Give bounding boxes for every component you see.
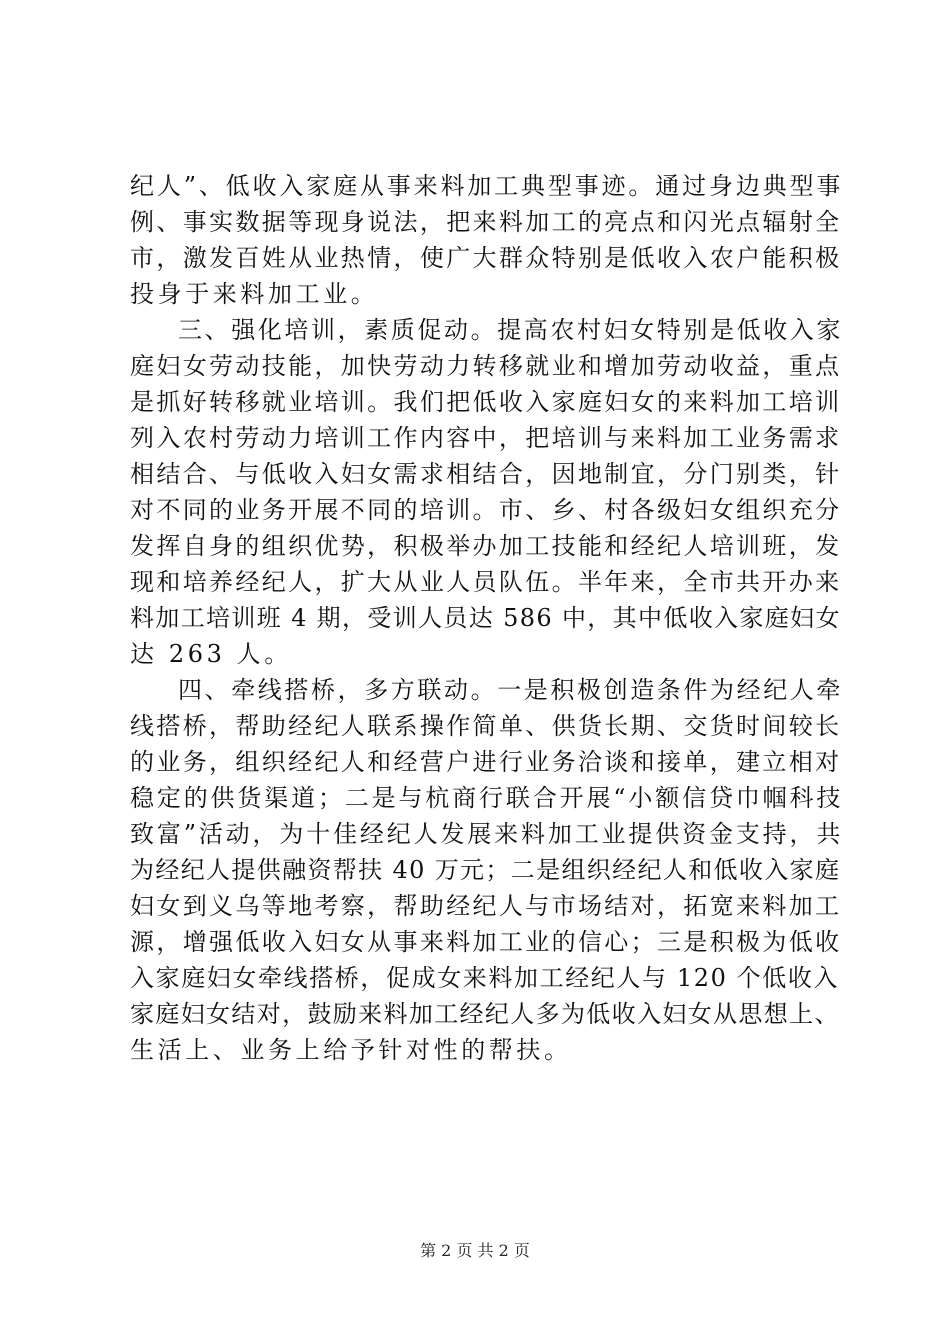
text-line: 市，激发百姓从业热情，使广大群众特别是低收入农户能积极 <box>130 244 842 272</box>
page-footer: 第 2 页 共 2 页 <box>420 1241 530 1260</box>
text-line: 为经纪人提供融资帮扶 40 万元；二是组织经纪人和低收入家庭 <box>130 856 841 884</box>
text-line: 现和培养经纪人，扩大从业人员队伍。半年来，全市共开办来 <box>130 568 842 596</box>
text-line: 对不同的业务开展不同的培训。市、乡、村各级妇女组织充分 <box>130 496 842 524</box>
text-line: 致富”活动，为十佳经纪人发展来料加工业提供资金支持，共 <box>130 820 844 848</box>
text-line: 料加工培训班 4 期，受训人员达 586 中，其中低收入家庭妇女 <box>130 604 841 632</box>
text-line: 相结合、与低收入妇女需求相结合，因地制宜，分门别类，针 <box>130 460 842 488</box>
text-line: 达 263 人。 <box>130 640 292 668</box>
text-line: 家庭妇女结对，鼓励来料加工经纪人多为低收入妇女从思想上、 <box>130 1000 840 1028</box>
text-line: 例、事实数据等现身说法，把来料加工的亮点和闪光点辐射全 <box>130 208 842 236</box>
text-line: 投身于来料加工业。 <box>130 280 379 308</box>
text-line: 发挥自身的组织优势，积极举办加工技能和经纪人培训班，发 <box>130 532 842 560</box>
text-line: 庭妇女劳动技能，加快劳动力转移就业和增加劳动收益，重点 <box>130 352 842 380</box>
text-line: 是抓好转移就业培训。我们把低收入家庭妇女的来料加工培训 <box>130 388 842 416</box>
text-line: 入家庭妇女牵线搭桥，促成女来料加工经纪人与 120 个低收入 <box>130 964 840 992</box>
text-line: 妇女到义乌等地考察，帮助经纪人与市场结对，拓宽来料加工 <box>130 892 842 920</box>
text-line: 线搭桥，帮助经纪人联系操作简单、供货长期、交货时间较长 <box>130 712 842 740</box>
text-line: 四、牵线搭桥，多方联动。一是积极创造条件为经纪人牵 <box>178 676 843 704</box>
text-line: 的业务，组织经纪人和经营户进行业务洽谈和接单，建立相对 <box>130 748 842 776</box>
text-line: 稳定的供货渠道；二是与杭商行联合开展“小额信贷巾帼科技 <box>130 784 844 812</box>
document-body <box>130 168 846 1068</box>
text-line: 源，增强低收入妇女从事来料加工业的信心；三是积极为低收 <box>130 928 842 956</box>
text-line: 生活上、业务上给予针对性的帮扶。 <box>130 1036 572 1064</box>
text-line: 列入农村劳动力培训工作内容中，把培训与来料加工业务需求 <box>130 424 842 452</box>
text-line: 三、强化培训，素质促动。提高农村妇女特别是低收入家 <box>178 316 843 344</box>
text-line: 纪人”、低收入家庭从事来料加工典型事迹。通过身边典型事 <box>130 172 844 200</box>
